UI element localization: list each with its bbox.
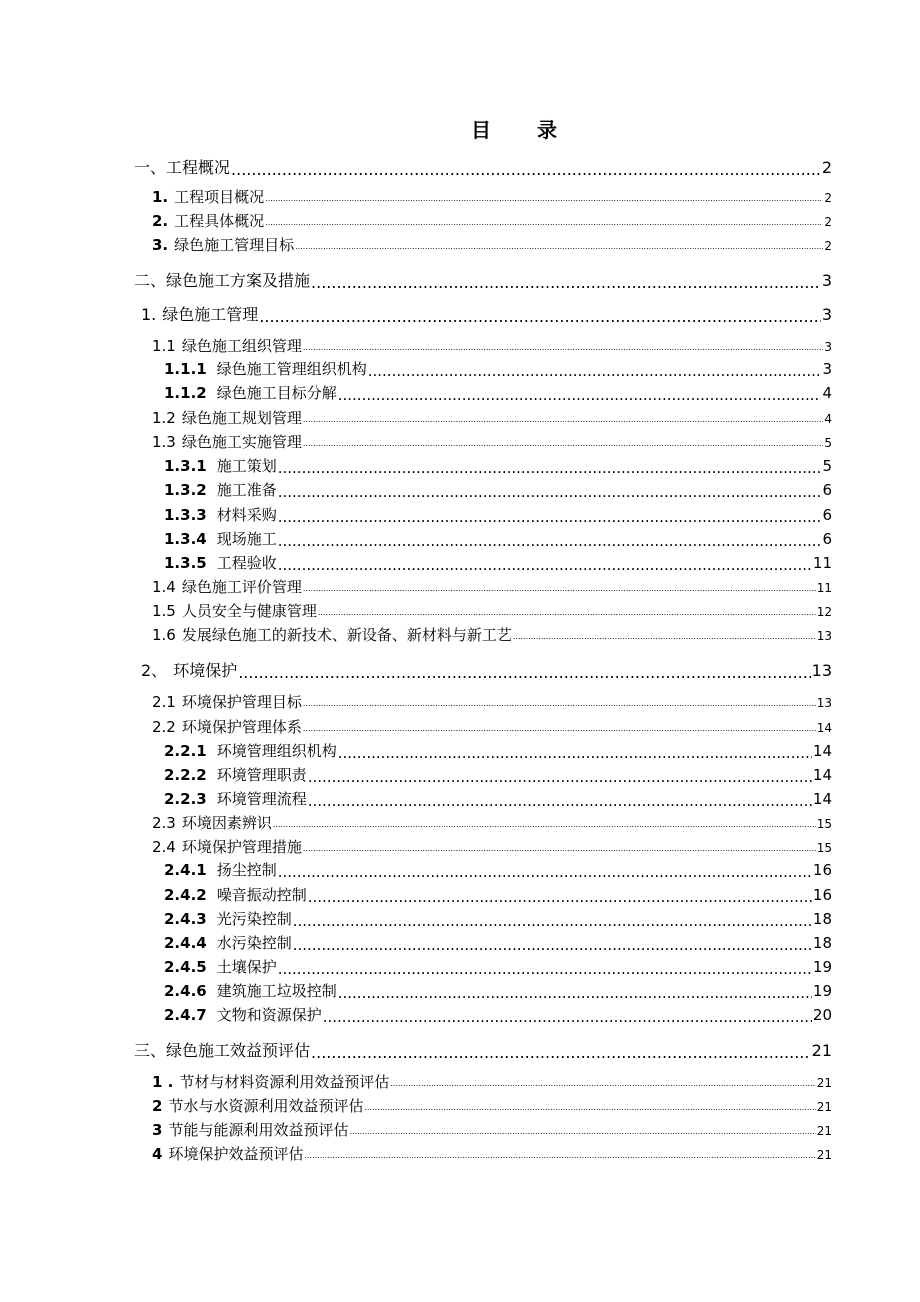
toc-page-number: 16 (812, 861, 832, 879)
toc-dot-leader (303, 844, 816, 852)
toc-entry[interactable] (134, 268, 832, 291)
toc-entry-text: 土壤保护 (216, 958, 277, 976)
toc-dot-leader (303, 415, 823, 423)
toc-page-number: 18 (812, 934, 832, 952)
toc-entry-text: 建筑施工垃圾控制 (216, 982, 337, 1000)
toc-dot-leader (303, 584, 816, 592)
toc-page-number: 3 (824, 340, 832, 354)
toc-dot-leader (278, 532, 822, 547)
toc-dot-leader (311, 1043, 811, 1059)
toc-page-number: 21 (816, 1100, 832, 1114)
toc-entry-number: 2.4.7 (164, 1006, 207, 1024)
toc-entry[interactable] (152, 1143, 832, 1164)
toc-entry-text: 水污染控制 (216, 934, 292, 952)
toc-page-number: 4 (824, 412, 832, 426)
toc-page-number: 14 (812, 742, 832, 760)
toc-entry-label (134, 1038, 310, 1061)
toc-page-number: 5 (822, 457, 832, 475)
toc-dot-leader (323, 1008, 812, 1023)
toc-page-number: 2 (824, 191, 832, 205)
toc-title-part2: 录 (537, 118, 559, 142)
toc-entry-number: 4 (152, 1145, 163, 1163)
toc-page-number: 4 (822, 384, 832, 402)
toc-entry-label (152, 234, 294, 255)
toc-entry-number: 2.2.3 (164, 790, 207, 808)
toc-dot-leader (304, 1151, 815, 1159)
toc-entry-label (152, 1143, 303, 1164)
toc-entry-number: 2.4.6 (164, 982, 207, 1000)
toc-entry[interactable] (152, 1071, 832, 1092)
toc-entry[interactable] (134, 1038, 832, 1061)
toc-entry-label (141, 658, 237, 681)
toc-entry-label (152, 1071, 389, 1092)
toc-entry-text: 施工准备 (216, 481, 277, 499)
toc-page-number: 5 (824, 436, 832, 450)
toc-entry-text: 绿色施工规划管理 (181, 409, 302, 427)
toc-dot-leader (338, 744, 812, 759)
toc-entry[interactable] (152, 234, 832, 255)
toc-entry-number: 二、 (134, 271, 167, 290)
toc-entry[interactable] (164, 980, 832, 1001)
toc-dot-leader (295, 242, 823, 250)
toc-entry[interactable] (164, 1004, 832, 1025)
toc-entry[interactable] (152, 812, 832, 833)
toc-entry[interactable] (164, 932, 832, 953)
toc-entry[interactable] (164, 956, 832, 977)
toc-page-number: 19 (812, 958, 832, 976)
toc-entry-label (152, 600, 317, 621)
toc-entry[interactable] (152, 186, 832, 207)
toc-entry[interactable] (164, 479, 832, 500)
toc-entry-text: 工程项目概况 (174, 188, 265, 206)
toc-entry-text: 环境因素辨识 (181, 814, 272, 832)
toc-entry-text: 绿色施工评价管理 (181, 578, 302, 596)
toc-entry-text: 工程具体概况 (174, 212, 265, 230)
toc-entry[interactable] (152, 335, 832, 356)
toc-entry-number: 1. (152, 188, 169, 206)
toc-entry-text: 扬尘控制 (216, 861, 277, 879)
toc-entry-number: 2、 (141, 661, 168, 680)
toc-entry-number: 2.2.1 (164, 742, 207, 760)
toc-entry-number: 三、 (134, 1041, 167, 1060)
toc-entry[interactable] (152, 716, 832, 737)
toc-entry-text: 人员安全与健康管理 (181, 602, 317, 620)
toc-page-number: 2 (824, 239, 832, 253)
toc-entry-label (164, 788, 307, 809)
toc-entry-label (152, 691, 302, 712)
toc-entry-number: 2.4.4 (164, 934, 207, 952)
toc-entry-text: 环境保护 (173, 661, 238, 680)
toc-title-part1: 目 (471, 118, 493, 142)
toc-entry-text: 环境管理组织机构 (216, 742, 337, 760)
toc-entry-text: 工程验收 (216, 554, 277, 572)
toc-entry-number: 1.3.5 (164, 554, 207, 572)
toc-entry-text: 绿色施工管理 (162, 305, 259, 324)
toc-entry-label (164, 382, 337, 403)
toc-entry[interactable] (152, 691, 832, 712)
toc-entry-number: 1. (141, 305, 157, 324)
toc-page-number: 2 (824, 215, 832, 229)
toc-page-number: 15 (816, 817, 832, 831)
toc-entry-label (164, 479, 277, 500)
toc-page-number: 6 (822, 481, 832, 499)
toc-entry-label (164, 764, 307, 785)
toc-dot-leader (293, 936, 812, 951)
toc-entry[interactable] (164, 859, 832, 880)
toc-dot-leader (303, 699, 816, 707)
toc-entry-text: 绿色施工实施管理 (181, 433, 302, 451)
toc-dot-leader (273, 820, 816, 828)
toc-dot-leader (278, 508, 822, 523)
toc-entry-number: 2 (152, 1097, 163, 1115)
toc-entry[interactable] (152, 836, 832, 857)
toc-entry-text: 发展绿色施工的新技术、新设备、新材料与新工艺 (181, 626, 512, 644)
toc-entry-number: 3 (152, 1121, 163, 1139)
toc-entry-number: 1.1.1 (164, 360, 207, 378)
toc-entry-label (164, 1004, 322, 1025)
toc-entry-label (152, 335, 302, 356)
toc-page-number: 21 (816, 1124, 832, 1138)
toc-entry-label (164, 552, 277, 573)
toc-page-number: 11 (812, 554, 832, 572)
toc-entry[interactable] (141, 658, 832, 681)
toc-entry-label (164, 908, 292, 929)
toc-page-number: 18 (812, 910, 832, 928)
toc-dot-leader (238, 663, 810, 679)
toc-dot-leader (513, 632, 816, 640)
toc-entry-label (134, 155, 230, 178)
toc-entry-text: 环境管理流程 (216, 790, 307, 808)
toc-entry-number: 2.1 (152, 693, 176, 711)
toc-entry[interactable] (164, 764, 832, 785)
toc-entry-number: 1 . (152, 1073, 174, 1091)
toc-page-number: 3 (821, 271, 832, 290)
toc-entry-label (152, 624, 512, 645)
toc-page-number: 19 (812, 982, 832, 1000)
toc-entry-number: 1.3 (152, 433, 176, 451)
toc-entry-text: 节材与材料资源利用效益预评估 (179, 1073, 390, 1091)
toc-entry-text: 绿色施工方案及措施 (166, 271, 311, 290)
toc-entry-label (164, 455, 277, 476)
toc-entry[interactable] (164, 908, 832, 929)
toc-entry-number: 1.3.2 (164, 481, 207, 499)
toc-dot-leader (231, 160, 821, 176)
toc-entry-text: 文物和资源保护 (216, 1006, 322, 1024)
toc-entry-label (152, 431, 302, 452)
toc-entry[interactable] (164, 788, 832, 809)
toc-entry[interactable] (152, 1119, 832, 1140)
toc-entry[interactable] (152, 210, 832, 231)
toc-entry-label (141, 302, 258, 325)
toc-page-number: 13 (816, 696, 832, 710)
toc-entry-number: 2. (152, 212, 169, 230)
toc-entry[interactable] (152, 431, 832, 452)
toc-dot-leader (265, 194, 823, 202)
toc-entry-text: 环境保护管理体系 (181, 718, 302, 736)
toc-dot-leader (278, 960, 812, 975)
toc-entry[interactable] (152, 1095, 832, 1116)
toc-entry-number: 2.4.2 (164, 886, 207, 904)
toc-dot-leader (308, 888, 812, 903)
toc-page-number: 14 (812, 790, 832, 808)
toc-entry-text: 环境保护管理目标 (181, 693, 302, 711)
toc-entry-label (164, 956, 277, 977)
toc-entry[interactable] (164, 552, 832, 573)
toc-page-number: 6 (822, 530, 832, 548)
toc-entry-text: 材料采购 (216, 506, 277, 524)
toc-page-number: 14 (816, 721, 832, 735)
toc-entry-text: 绿色施工管理组织机构 (216, 360, 367, 378)
toc-entry-number: 1.3.1 (164, 457, 207, 475)
toc-page-number: 15 (816, 841, 832, 855)
toc-entry-label (152, 812, 272, 833)
toc-entry-number: 1.1 (152, 337, 176, 355)
toc-entry-number: 2.4.1 (164, 861, 207, 879)
toc-entry-label (164, 884, 307, 905)
toc-dot-leader (259, 307, 821, 323)
toc-page-number: 14 (812, 766, 832, 784)
toc-entry-text: 节水与水资源利用效益预评估 (168, 1097, 364, 1115)
toc-page-number: 21 (816, 1148, 832, 1162)
toc-page-number: 20 (812, 1006, 832, 1024)
toc-entry[interactable] (164, 382, 832, 403)
toc-entry-text: 环境保护管理措施 (181, 838, 302, 856)
toc-entry-text: 现场施工 (216, 530, 277, 548)
toc-dot-leader (278, 459, 822, 474)
toc-dot-leader (278, 556, 812, 571)
toc-entry[interactable] (164, 455, 832, 476)
toc-entry-number: 一、 (134, 158, 167, 177)
toc-dot-leader (368, 362, 822, 377)
toc-entry-number: 1.2 (152, 409, 176, 427)
toc-entry-label (164, 740, 337, 761)
toc-title (0, 114, 920, 143)
toc-entry-number: 2.3 (152, 814, 176, 832)
toc-entry-text: 环境保护效益预评估 (168, 1145, 304, 1163)
toc-entry[interactable] (152, 600, 832, 621)
toc-dot-leader (338, 984, 812, 999)
toc-entry-label (152, 836, 302, 857)
toc-entry-number: 1.3.4 (164, 530, 207, 548)
toc-entry-number: 3. (152, 236, 169, 254)
toc-entry-number: 2.2 (152, 718, 176, 736)
toc-dot-leader (278, 483, 822, 498)
toc-entry[interactable] (134, 155, 832, 178)
toc-dot-leader (303, 439, 823, 447)
toc-entry-text: 绿色施工目标分解 (216, 384, 337, 402)
toc-entry[interactable] (141, 302, 832, 325)
toc-dot-leader (338, 386, 822, 401)
toc-entry-number: 2.4 (152, 838, 176, 856)
toc-entry-text: 绿色施工组织管理 (181, 337, 302, 355)
toc-entry-label (134, 268, 310, 291)
toc-page-number: 6 (822, 506, 832, 524)
toc-dot-leader (265, 218, 823, 226)
toc-page-number: 12 (816, 605, 832, 619)
toc-dot-leader (303, 343, 823, 351)
toc-entry-number: 1.3.3 (164, 506, 207, 524)
toc-page-number: 11 (816, 581, 832, 595)
toc-page-number: 13 (816, 629, 832, 643)
toc-entry-number: 1.1.2 (164, 384, 207, 402)
toc-entry-number: 2.2.2 (164, 766, 207, 784)
toc-page-number: 3 (822, 360, 832, 378)
toc-entry[interactable] (152, 407, 832, 428)
toc-entry-label (152, 1095, 363, 1116)
toc-entry-number: 1.6 (152, 626, 176, 644)
toc-entry-number: 2.4.5 (164, 958, 207, 976)
toc-entry-text: 环境管理职责 (216, 766, 307, 784)
toc-entry[interactable] (164, 740, 832, 761)
toc-entry-label (152, 186, 264, 207)
toc-entry-label (152, 210, 264, 231)
toc-entry-label (152, 716, 302, 737)
toc-dot-leader (293, 912, 812, 927)
toc-entry-label (152, 1119, 348, 1140)
toc-page-number: 2 (821, 158, 832, 177)
toc-entry-text: 节能与能源利用效益预评估 (168, 1121, 349, 1139)
toc-page-number: 16 (812, 886, 832, 904)
toc-entry-label (164, 504, 277, 525)
toc-dot-leader (303, 724, 816, 732)
toc-entry-label (164, 859, 277, 880)
toc-entry-label (152, 576, 302, 597)
toc-entry[interactable] (152, 576, 832, 597)
toc-entry-label (152, 407, 302, 428)
toc-page-number: 21 (811, 1041, 832, 1060)
toc-entry-number: 1.5 (152, 602, 176, 620)
toc-entry-text: 绿色施工管理目标 (174, 236, 295, 254)
toc-dot-leader (390, 1079, 815, 1087)
toc-entry[interactable] (152, 624, 832, 645)
toc-page-number: 3 (821, 305, 832, 324)
toc-entry[interactable] (164, 884, 832, 905)
toc-entry-text: 工程概况 (166, 158, 231, 177)
toc-entry-label (164, 358, 367, 379)
toc-entry-label (164, 932, 292, 953)
toc-entry-text: 噪音振动控制 (216, 886, 307, 904)
toc-entry-number: 2.4.3 (164, 910, 207, 928)
toc-page-number: 13 (811, 661, 832, 680)
toc-entry-number: 1.4 (152, 578, 176, 596)
toc-dot-leader (308, 792, 812, 807)
toc-entry-label (164, 528, 277, 549)
toc-entry[interactable] (164, 528, 832, 549)
toc-dot-leader (311, 273, 821, 289)
toc-dot-leader (308, 768, 812, 783)
toc-entry-label (164, 980, 337, 1001)
toc-entry-text: 光污染控制 (216, 910, 292, 928)
toc-entry-text: 绿色施工效益预评估 (166, 1041, 311, 1060)
toc-entry-text: 施工策划 (216, 457, 277, 475)
toc-dot-leader (349, 1127, 815, 1135)
toc-dot-leader (318, 608, 816, 616)
toc-dot-leader (364, 1103, 815, 1111)
toc-entry[interactable] (164, 504, 832, 525)
toc-dot-leader (278, 863, 812, 878)
toc-entry[interactable] (164, 358, 832, 379)
toc-page-number: 21 (816, 1076, 832, 1090)
